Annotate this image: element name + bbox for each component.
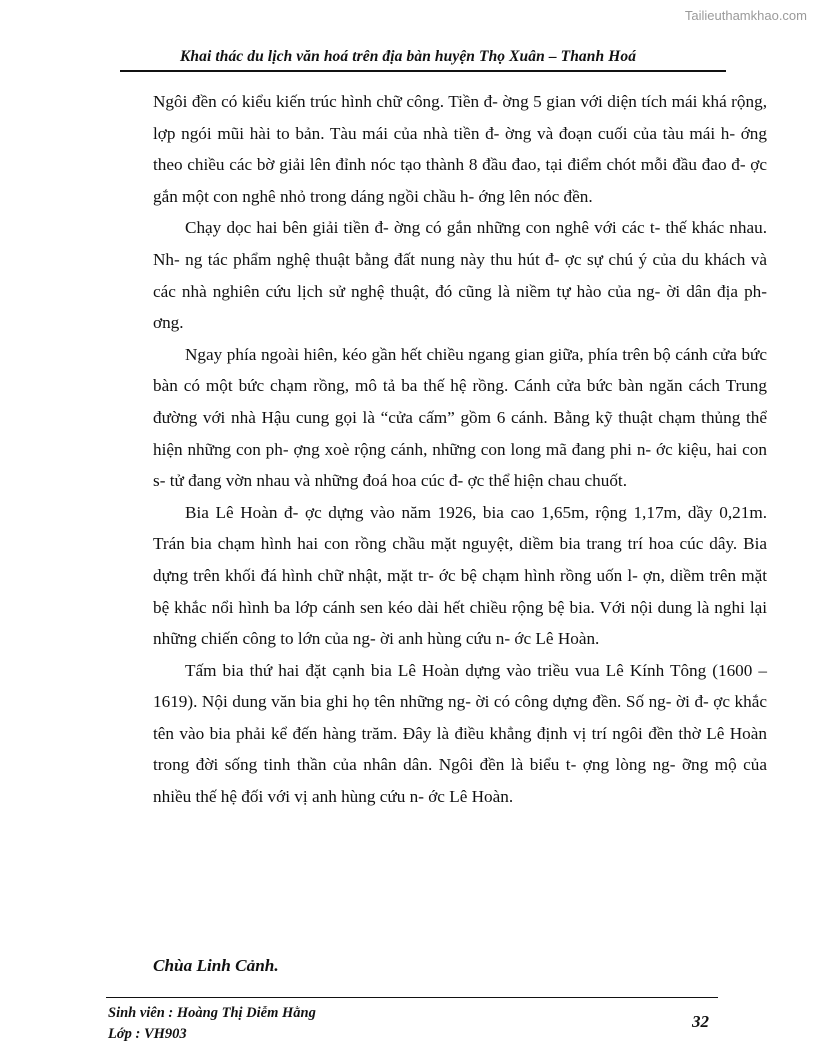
paragraph-le-hoan-stele: Bia Lê Hoàn đ- ợc dựng vào năm 1926, bia cao 1,65m, rộng 1,17m, dầy 0,21m. Trán bia chạm hình hai con rồng chầu mặt nguyệt, diềm bia trang trí hoa cúc dây. Bia dựng trên khối đá hình chữ nhật, mặt tr- ớc bệ chạm hình rồng uốn l- ợn, diềm trên mặt bệ khắc nổi hình ba lớp cánh sen kéo dài hết chiều rộng bệ bia. Với nội dung là nghi lại những chiến công to lớn của ng- ời anh hùng cứu n- ớc Lê Hoàn. bbox=[153, 502, 767, 649]
section-heading: Chùa Linh Cảnh. bbox=[153, 956, 279, 975]
header-divider bbox=[120, 70, 726, 72]
paragraph-architecture: Ngôi đền có kiểu kiến trúc hình chữ công. Tiền đ- ờng 5 gian với diện tích mái khá rộng, lợp ngói mũi hài to bản. Tàu mái của nhà tiền đ- ờng và đoạn cuối của tàu mái h- ớng theo chiều các bờ giải lên đỉnh nóc tạo thành 8 đầu đao, tại điểm chót mỗi đầu đao đ- ợc gắn một con nghê nhỏ trong dáng ngồi chầu h- ớng lên nóc đền. bbox=[153, 92, 767, 206]
footer-divider bbox=[106, 997, 718, 998]
watermark-text: Tailieuthamkhao.com bbox=[684, 8, 807, 23]
paragraph-second-stele: Tấm bia thứ hai đặt cạnh bia Lê Hoàn dựng vào triều vua Lê Kính Tông (1600 – 1619). Nội dung văn bia ghi họ tên những ng- ời có công dựng đền. Số ng- ời đ- ợc khắc tên vào bia phải kể đến hàng trăm. Đây là điều khẳng định vị trí ngôi đền thờ Lê Hoàn trong đời sống tinh thần của nhân dân. Ngôi đền là biểu t- ợng lòng ng- ỡng mộ của nhiều thế hệ đối với vị anh hùng cứu n- ớc Lê Hoàn. bbox=[153, 660, 767, 807]
paragraph-dragon-carving: Ngay phía ngoài hiên, kéo gần hết chiều ngang gian giữa, phía trên bộ cánh cửa bức bàn có một bức chạm rồng, mô tả ba thế hệ rồng. Cánh cửa bức bàn ngăn cách Trung đường với nhà Hậu cung gọi là “cửa cấm” gồm 6 cánh. Bằng kỹ thuật chạm thủng thể hiện những con ph- ợng xoè rộng cánh, những con long mã đang phi n- ớc kiệu, hai con s- tử đang vờn nhau và những đoá hoa cúc đ- ợc thể hiện chau chuốt. bbox=[153, 344, 767, 491]
body-text bbox=[153, 86, 767, 813]
running-header-title: Khai thác du lịch văn hoá trên địa bàn huyện Thọ Xuân – Thanh Hoá bbox=[179, 48, 637, 65]
footer-student-name: Sinh viên : Hoàng Thị Diễm Hằng bbox=[108, 1005, 316, 1021]
paragraph-nghe-statues: Chạy dọc hai bên giải tiền đ- ờng có gắn những con nghê với các t- thế khác nhau. Nh- ng tác phẩm nghệ thuật bằng đất nung này thu hút đ- ợc sự chú ý của du khách và các nhà nghiên cứu lịch sử nghệ thuật, đó cũng là niềm tự hào của ng- ời dân địa ph- ơng. bbox=[153, 218, 767, 333]
page-number: 32 bbox=[692, 1012, 709, 1031]
footer-class-code: Lớp : VH903 bbox=[108, 1026, 187, 1042]
